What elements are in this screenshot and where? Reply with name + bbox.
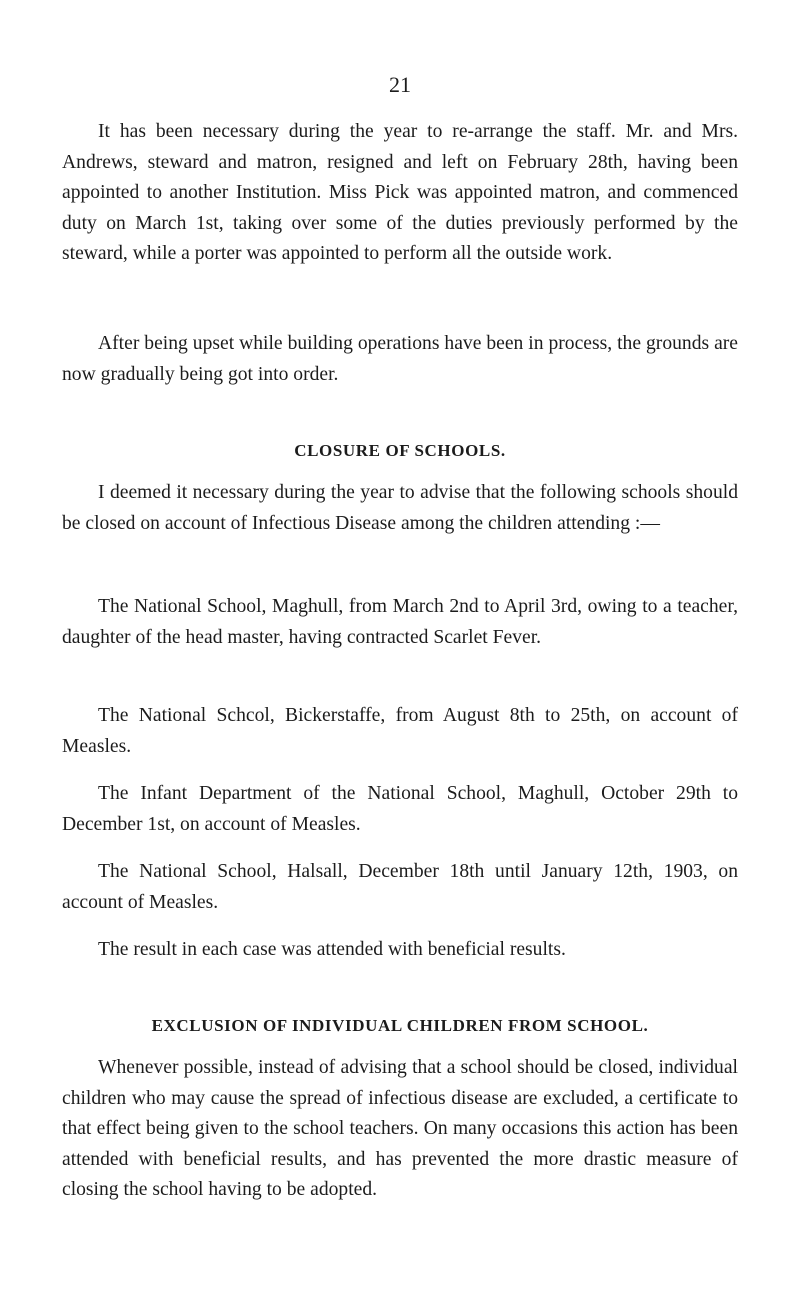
closure-intro-paragraph: I deemed it necessary during the year to advise that the following schools should be closed on account of Infectious Disease among the children attending :— [62, 482, 738, 534]
closure-result-paragraph: The result in each case was attended with beneficial results. [98, 939, 566, 960]
exclusion-heading: EXCLUSION OF INDIVIDUAL CHILDREN FROM SCHOOL. [151, 1016, 649, 1035]
closure-item-halsall: The National School, Halsall, December 18th until January 12th, 1903, on account of Measles. [62, 861, 738, 913]
exclusion-paragraph: Whenever possible, instead of advising that a school should be closed, individual children who may cause the spread of infectious disease are excluded, a certificate to that effect being given to the school teachers. On many occasions this action has been attended with beneficial results, and has prevented the more drastic measure of closing the school having to be adopted. [62, 1057, 738, 1200]
closure-item-maghull: The National School, Maghull, from March 2nd to April 3rd, owing to a teacher, daughter of the head master, having contracted Scarlet Fever. [62, 596, 738, 648]
grounds-paragraph: After being upset while building operations have been in process, the grounds are now gradually being got into order. [62, 333, 738, 385]
closure-item-bickerstaffe: The National Schcol, Bickerstaffe, from August 8th to 25th, on account of Measles. [62, 705, 738, 757]
closure-heading: CLOSURE OF SCHOOLS. [294, 441, 506, 460]
closure-item-infant-department: The Infant Department of the National School, Maghull, October 29th to December 1st, on account of Measles. [62, 783, 738, 835]
staff-paragraph: It has been necessary during the year to re-arrange the staff. Mr. and Mrs. Andrews, steward and matron, resigned and left on February 28th, having been appointed to another Institution. Miss Pick was appointed matron, and commenced duty on March 1st, taking over some of the duties previously performed by the steward, while a porter was appointed to perform all the outside work. [62, 121, 738, 264]
page-number: 21 [389, 72, 411, 97]
